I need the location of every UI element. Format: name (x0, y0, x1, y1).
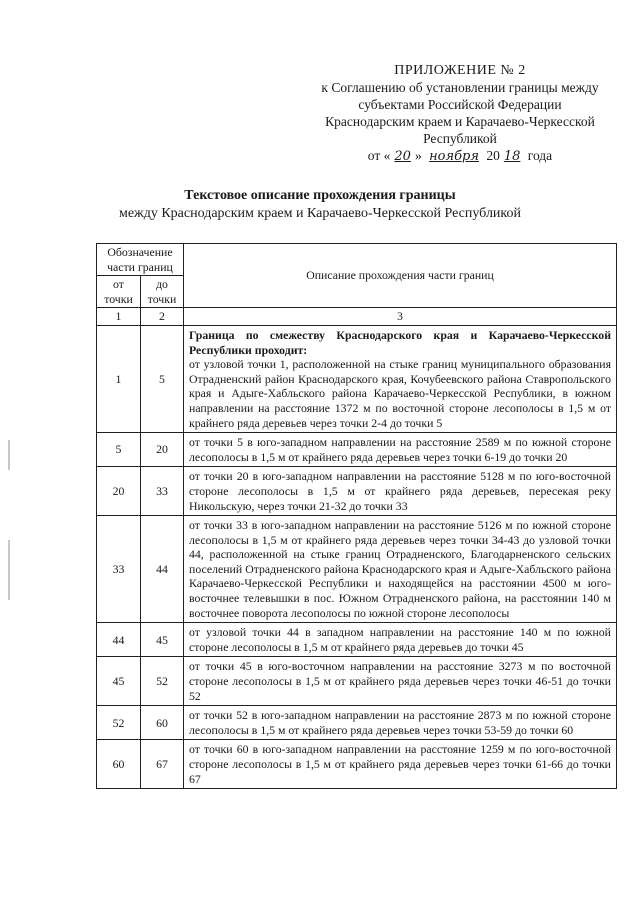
table-row (97, 623, 617, 657)
from-point: 52 (97, 706, 141, 740)
appendix-line: субъектами Российской Федерации (358, 97, 562, 112)
appendix-line: Краснодарским краем и Карачаево-Черкесской (325, 114, 595, 129)
column-number: 3 (184, 308, 617, 326)
to-point: 52 (141, 657, 184, 706)
to-point: 20 (141, 433, 184, 467)
document-subtitle: между Краснодарским краем и Карачаево-Черкесской Республикой (118, 206, 522, 221)
date-suffix: года (527, 148, 553, 163)
document-title: Текстовое описание прохождения границы (184, 188, 456, 203)
from-point: 33 (97, 516, 141, 623)
date-year: 18 (503, 149, 521, 164)
header-to: до точки (141, 276, 184, 308)
row-text: от точки 52 в юго-западном направлении на расстояние 2873 м по южной стороне лесополосы в 1,5 м от крайнего ряда деревьев через точки 53-59 до точки 60 (184, 706, 617, 740)
row-text: от точки 5 в юго-западном направлении на расстояние 2589 м по южной стороне лесополосы в 1,5 м от крайнего ряда деревьев через точки 6-19 до точки 20 (184, 433, 617, 467)
date-month: ноября (429, 149, 479, 164)
table-row (97, 433, 617, 467)
table-row (97, 325, 617, 432)
row-text: от точки 33 в юго-западном направлении на расстояние 5126 м по южной стороне лесополосы в 1,5 м от крайнего ряда деревьев через точки 34-43 до узловой точки 44, расположенной на стыке границ Отрадненского, Благодарненского сельских поселений Отрадненского района Краснодарского края и Адыге-Хабльского района Карачаево-Черкесской Республики и находящейся на расстоянии 4500 м юго-восточнее телевышки в пос. Южном Отрадненского района, на расстоянии 140 м восточнее поворота лесополосы по южной стороне лесополосы (184, 516, 617, 623)
scan-margin-mark (8, 440, 10, 470)
header-designation: Обозначение части границ (97, 244, 184, 276)
from-point: 60 (97, 740, 141, 789)
to-point: 33 (141, 467, 184, 516)
from-point: 5 (97, 433, 141, 467)
to-point: 45 (141, 623, 184, 657)
date-prefix: от « (367, 148, 391, 163)
appendix-title: ПРИЛОЖЕНИЕ № 2 (394, 63, 526, 78)
from-point: 44 (97, 623, 141, 657)
row-text: от узловой точки 1, расположенной на стыке границ муниципального образования Отрадненский район Краснодарского края, Кочубеевского района Ставропольского края и Адыге-Хабльского района Карачаево-Черкесской Республики, в южном направлении на расстояние 1372 м по восточной стороне лесополосы в 1,5 м от крайнего ряда деревьев через точки 2-4 до точки 5 (189, 357, 611, 430)
from-point: 1 (97, 325, 141, 432)
table-row (97, 706, 617, 740)
date-year-prefix: 20 (486, 148, 500, 163)
from-point: 20 (97, 467, 141, 516)
row-text: от точки 60 в юго-западном направлении на расстояние 1259 м по юго-восточной стороне лесополосы в 1,5 м от крайнего ряда деревьев через точки 61-66 до точки 67 (184, 740, 617, 789)
from-point: 45 (97, 657, 141, 706)
to-point: 60 (141, 706, 184, 740)
date-day: 20 (394, 149, 411, 164)
appendix-line: Республикой (423, 131, 497, 146)
table-row (97, 740, 617, 789)
appendix-line: к Соглашению об установлении границы между (321, 80, 599, 95)
column-number: 1 (97, 308, 141, 326)
to-point: 44 (141, 516, 184, 623)
table-row (97, 467, 617, 516)
row-text: от точки 20 в юго-западном направлении на расстояние 5128 м по юго-восточной стороне лесополосы в 1,5 м от крайнего ряда деревьев, пересекая реку Никольскую, через точки 21-32 до точки 33 (184, 467, 617, 516)
row-text: от точки 45 в юго-восточном направлении на расстояние 3273 м по восточной стороне лесополосы в 1,5 м от крайнего ряда деревьев через точки 46-51 до точки 52 (184, 657, 617, 706)
boundary-table (96, 243, 617, 789)
appendix-date (300, 147, 620, 165)
table-row (97, 516, 617, 623)
to-point: 67 (141, 740, 184, 789)
scan-margin-mark (8, 540, 10, 600)
table-row (97, 657, 617, 706)
row-description (184, 325, 617, 432)
to-point: 5 (141, 325, 184, 432)
appendix-block (300, 62, 620, 165)
header-description: Описание прохождения части границ (184, 244, 617, 308)
row-text: от узловой точки 44 в западном направлении на расстояние 140 м по южной стороне лесополосы в 1,5 м от крайнего ряда деревьев до точки 45 (184, 623, 617, 657)
column-number: 2 (141, 308, 184, 326)
row-heading: Граница по смежеству Краснодарского края и Карачаево-Черкесской Республики проходит: (189, 327, 611, 357)
document-heading (0, 187, 640, 223)
header-from: от точки (97, 276, 141, 308)
date-mid: » (414, 148, 422, 163)
